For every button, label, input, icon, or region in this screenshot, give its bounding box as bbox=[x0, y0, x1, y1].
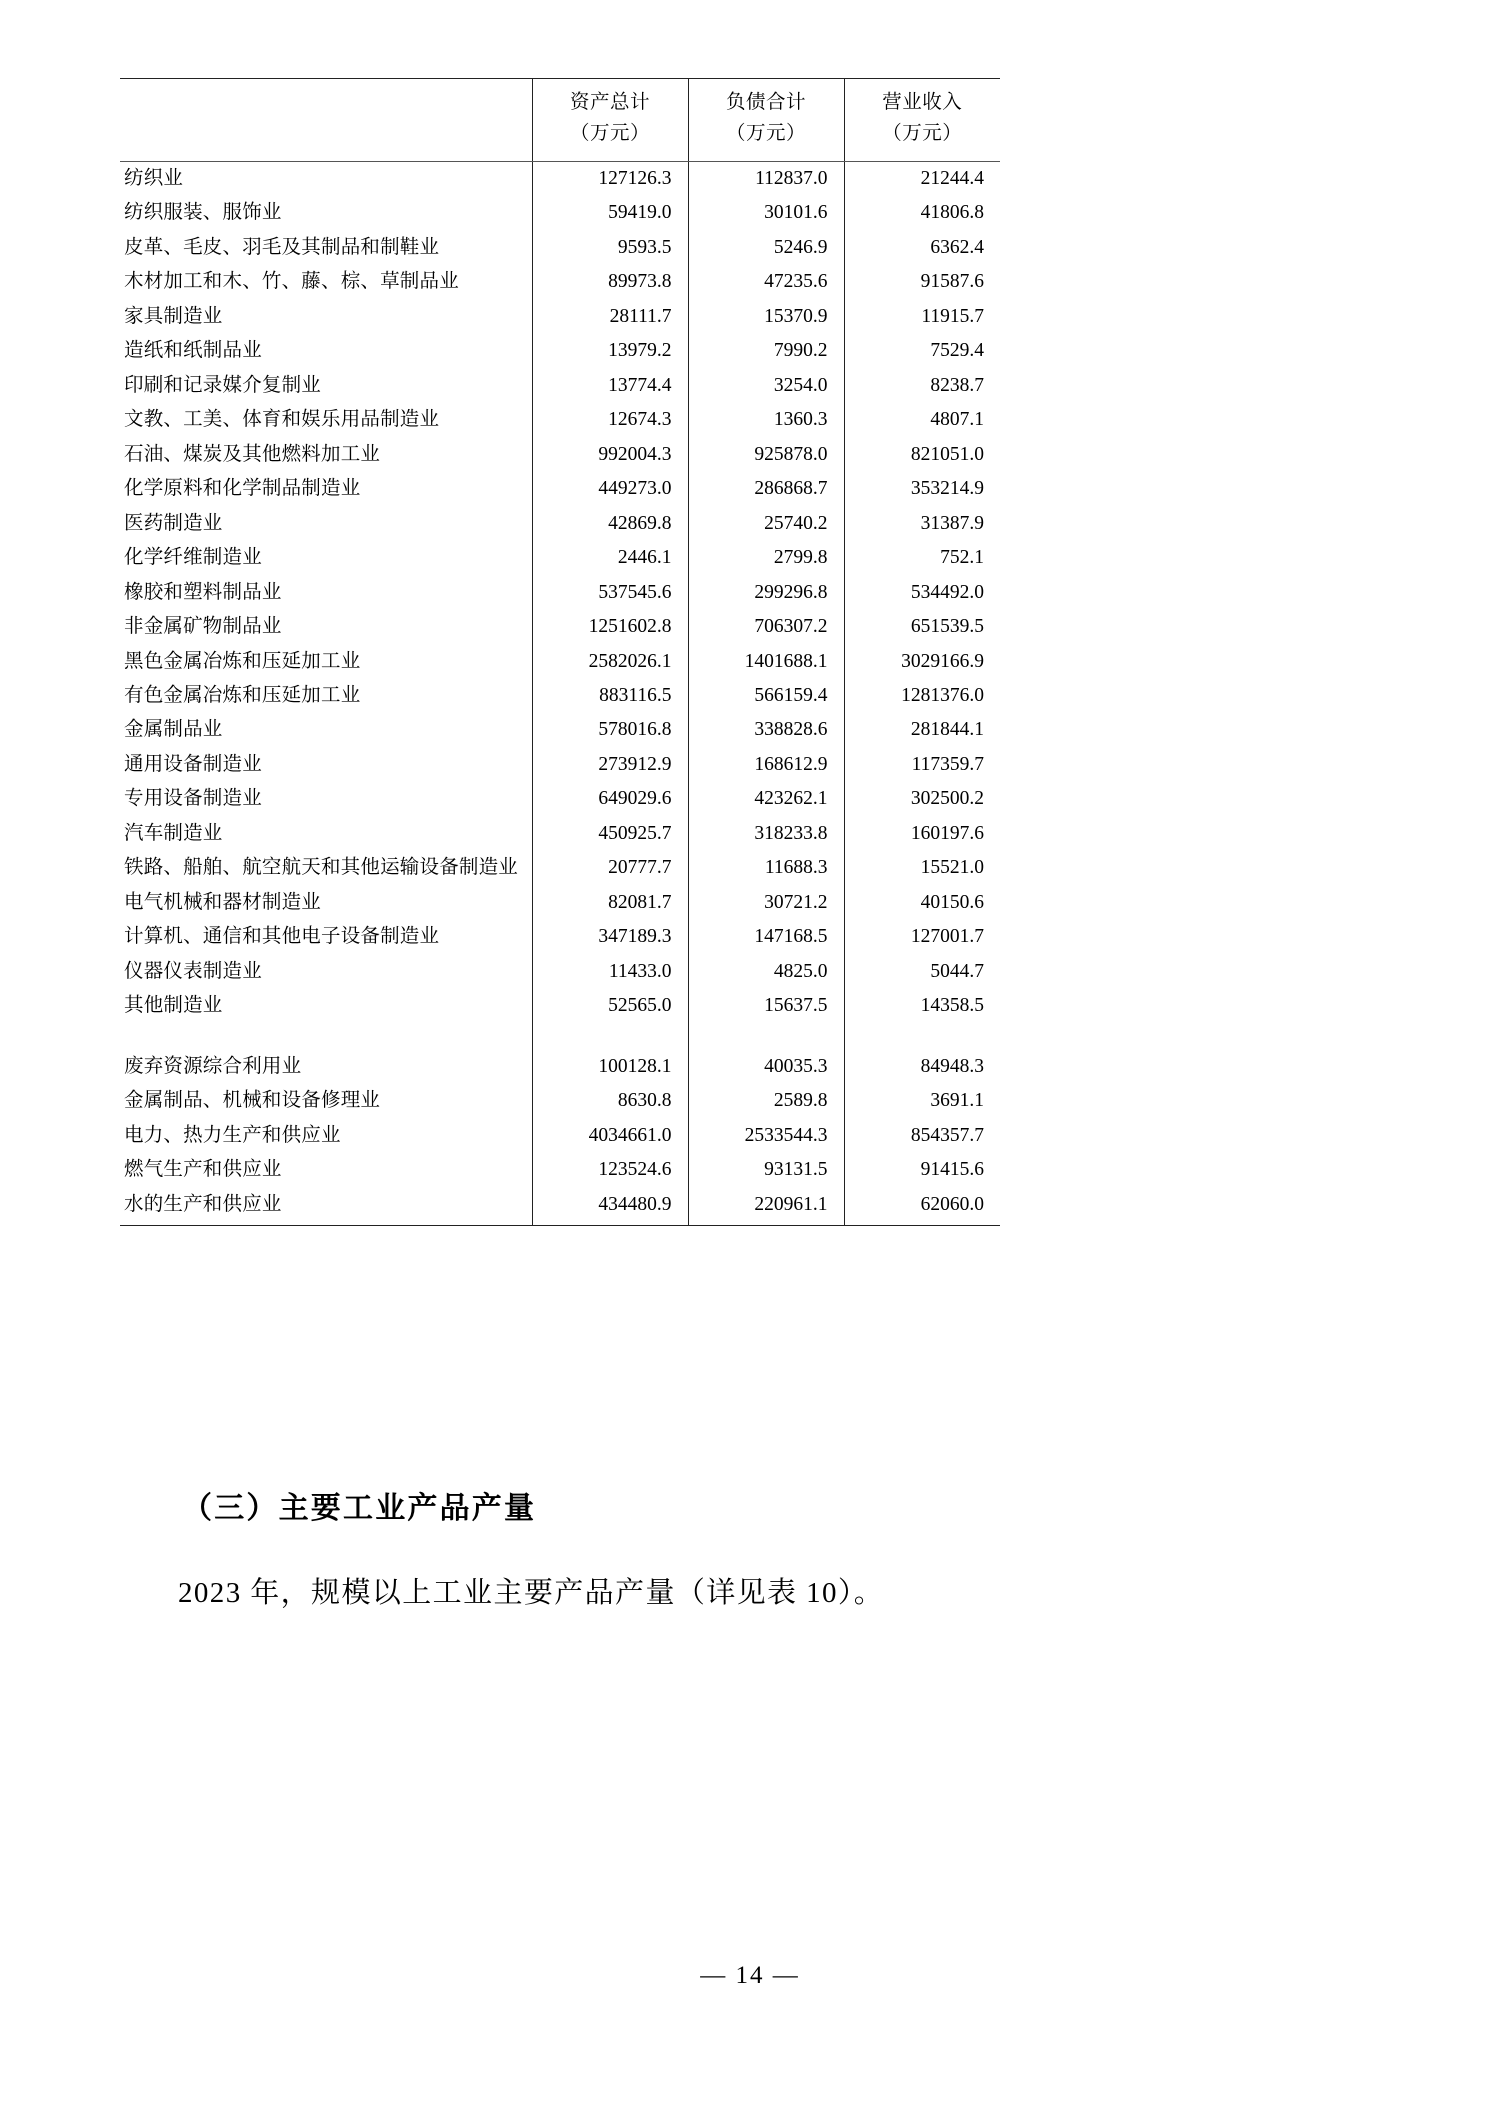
cell-assets: 4034661.0 bbox=[532, 1118, 688, 1152]
column-header-category bbox=[120, 79, 532, 162]
cell-revenue: 534492.0 bbox=[844, 575, 1000, 609]
cell-liabilities: 1360.3 bbox=[688, 403, 844, 437]
table-row bbox=[120, 231, 1000, 265]
table-row bbox=[120, 782, 1000, 816]
cell-revenue: 11915.7 bbox=[844, 299, 1000, 333]
table bbox=[120, 78, 1000, 1226]
cell-assets: 2582026.1 bbox=[532, 644, 688, 678]
row-label: 医药制造业 bbox=[124, 512, 223, 534]
row-label: 通用设备制造业 bbox=[124, 753, 262, 775]
cell-liabilities: 4825.0 bbox=[688, 954, 844, 988]
cell-liabilities: 299296.8 bbox=[688, 575, 844, 609]
table-row bbox=[120, 644, 1000, 678]
cell-revenue: 281844.1 bbox=[844, 713, 1000, 747]
body-paragraph: 2023 年，规模以上工业主要产品产量（详见表 10）。 bbox=[178, 1577, 885, 1609]
table-row bbox=[120, 472, 1000, 506]
column-header-assets bbox=[532, 79, 688, 162]
cell-assets: 12674.3 bbox=[532, 403, 688, 437]
row-label: 文教、工美、体育和娱乐用品制造业 bbox=[124, 409, 440, 431]
table-row bbox=[120, 610, 1000, 644]
cell-assets: 883116.5 bbox=[532, 679, 688, 713]
row-label: 金属制品、机械和设备修理业 bbox=[124, 1090, 381, 1112]
cell-revenue: 31387.9 bbox=[844, 506, 1000, 540]
cell-revenue: 5044.7 bbox=[844, 954, 1000, 988]
cell-liabilities: 168612.9 bbox=[688, 748, 844, 782]
cell-assets: 42869.8 bbox=[532, 506, 688, 540]
cell-revenue: 1281376.0 bbox=[844, 679, 1000, 713]
row-label: 电气机械和器材制造业 bbox=[124, 891, 322, 913]
table-row bbox=[120, 713, 1000, 747]
cell-assets: 449273.0 bbox=[532, 472, 688, 506]
cell-revenue: 8238.7 bbox=[844, 368, 1000, 402]
row-label: 皮革、毛皮、羽毛及其制品和制鞋业 bbox=[124, 236, 440, 258]
row-label: 废弃资源综合利用业 bbox=[124, 1055, 302, 1077]
column-header-revenue bbox=[844, 79, 1000, 162]
row-label: 纺织业 bbox=[124, 167, 184, 189]
column-header-revenue-line2: （万元） bbox=[882, 122, 963, 144]
row-label: 黑色金属冶炼和压延加工业 bbox=[124, 650, 361, 672]
cell-assets: 2446.1 bbox=[532, 541, 688, 575]
row-label: 家具制造业 bbox=[124, 305, 223, 327]
cell-liabilities: 15637.5 bbox=[688, 989, 844, 1023]
table-row bbox=[120, 334, 1000, 368]
cell-liabilities: 15370.9 bbox=[688, 299, 844, 333]
table-row bbox=[120, 196, 1000, 230]
cell-assets: 578016.8 bbox=[532, 713, 688, 747]
cell-assets: 89973.8 bbox=[532, 265, 688, 299]
column-header-liabilities-line2: （万元） bbox=[725, 122, 806, 144]
cell-revenue: 3691.1 bbox=[844, 1084, 1000, 1118]
cell-liabilities: 286868.7 bbox=[688, 472, 844, 506]
cell-revenue bbox=[844, 1023, 1000, 1049]
cell-liabilities: 706307.2 bbox=[688, 610, 844, 644]
table-row bbox=[120, 817, 1000, 851]
cell-assets: 82081.7 bbox=[532, 885, 688, 919]
cell-revenue: 353214.9 bbox=[844, 472, 1000, 506]
table-row bbox=[120, 989, 1000, 1023]
cell-revenue: 302500.2 bbox=[844, 782, 1000, 816]
table-row bbox=[120, 1049, 1000, 1083]
table-row bbox=[120, 575, 1000, 609]
column-header-assets-line1: 资产总计 bbox=[569, 92, 650, 113]
cell-liabilities: 566159.4 bbox=[688, 679, 844, 713]
row-label: 非金属矿物制品业 bbox=[124, 616, 282, 638]
table-row bbox=[120, 541, 1000, 575]
cell-assets: 52565.0 bbox=[532, 989, 688, 1023]
cell-assets: 649029.6 bbox=[532, 782, 688, 816]
table-row-spacer bbox=[120, 1023, 1000, 1049]
cell-liabilities: 30721.2 bbox=[688, 885, 844, 919]
table-row bbox=[120, 437, 1000, 471]
cell-liabilities: 40035.3 bbox=[688, 1049, 844, 1083]
cell-revenue: 14358.5 bbox=[844, 989, 1000, 1023]
cell-liabilities: 423262.1 bbox=[688, 782, 844, 816]
page-number: — 14 — bbox=[700, 1962, 800, 1989]
row-label: 仪器仪表制造业 bbox=[124, 960, 262, 982]
column-header-liabilities bbox=[688, 79, 844, 162]
row-label: 金属制品业 bbox=[124, 719, 223, 741]
row-label: 化学原料和化学制品制造业 bbox=[124, 478, 361, 500]
table-row bbox=[120, 748, 1000, 782]
table-row bbox=[120, 265, 1000, 299]
cell-liabilities: 7990.2 bbox=[688, 334, 844, 368]
cell-revenue: 117359.7 bbox=[844, 748, 1000, 782]
cell-revenue: 821051.0 bbox=[844, 437, 1000, 471]
cell-revenue: 84948.3 bbox=[844, 1049, 1000, 1083]
row-label: 电力、热力生产和供应业 bbox=[124, 1124, 341, 1146]
row-label: 专用设备制造业 bbox=[124, 788, 262, 810]
cell-revenue: 127001.7 bbox=[844, 920, 1000, 954]
column-header-revenue-line1: 营业收入 bbox=[882, 92, 963, 113]
table-row bbox=[120, 1084, 1000, 1118]
row-label bbox=[120, 1023, 532, 1049]
cell-assets: 13979.2 bbox=[532, 334, 688, 368]
column-header-assets-line2: （万元） bbox=[569, 122, 650, 144]
row-label: 木材加工和木、竹、藤、棕、草制品业 bbox=[124, 271, 459, 293]
cell-liabilities: 25740.2 bbox=[688, 506, 844, 540]
cell-assets: 537545.6 bbox=[532, 575, 688, 609]
table-row bbox=[120, 368, 1000, 402]
cell-assets: 28111.7 bbox=[532, 299, 688, 333]
cell-revenue: 91587.6 bbox=[844, 265, 1000, 299]
cell-assets: 8630.8 bbox=[532, 1084, 688, 1118]
row-label: 铁路、船舶、航空航天和其他运输设备制造业 bbox=[124, 857, 519, 879]
cell-assets: 273912.9 bbox=[532, 748, 688, 782]
cell-liabilities: 11688.3 bbox=[688, 851, 844, 885]
table-row bbox=[120, 1118, 1000, 1152]
table-header bbox=[120, 79, 1000, 162]
cell-revenue: 41806.8 bbox=[844, 196, 1000, 230]
cell-revenue: 651539.5 bbox=[844, 610, 1000, 644]
table-header-row bbox=[120, 79, 1000, 162]
cell-liabilities: 1401688.1 bbox=[688, 644, 844, 678]
table-row bbox=[120, 851, 1000, 885]
cell-liabilities: 93131.5 bbox=[688, 1153, 844, 1187]
table-row bbox=[120, 1187, 1000, 1226]
cell-liabilities: 2589.8 bbox=[688, 1084, 844, 1118]
cell-revenue: 7529.4 bbox=[844, 334, 1000, 368]
cell-revenue: 4807.1 bbox=[844, 403, 1000, 437]
cell-liabilities: 2533544.3 bbox=[688, 1118, 844, 1152]
industry-financials-table bbox=[120, 78, 1000, 1226]
cell-liabilities: 30101.6 bbox=[688, 196, 844, 230]
cell-assets: 450925.7 bbox=[532, 817, 688, 851]
table-body bbox=[120, 161, 1000, 1226]
cell-revenue: 854357.7 bbox=[844, 1118, 1000, 1152]
table-row bbox=[120, 1153, 1000, 1187]
row-label: 纺织服装、服饰业 bbox=[124, 202, 282, 224]
cell-liabilities: 220961.1 bbox=[688, 1187, 844, 1226]
table-row bbox=[120, 954, 1000, 988]
row-label: 有色金属冶炼和压延加工业 bbox=[124, 685, 361, 707]
table-row bbox=[120, 885, 1000, 919]
cell-assets: 9593.5 bbox=[532, 231, 688, 265]
cell-revenue: 752.1 bbox=[844, 541, 1000, 575]
row-label: 造纸和纸制品业 bbox=[124, 340, 262, 362]
cell-liabilities: 3254.0 bbox=[688, 368, 844, 402]
cell-assets: 13774.4 bbox=[532, 368, 688, 402]
column-header-liabilities-line1: 负债合计 bbox=[725, 92, 806, 113]
row-label: 橡胶和塑料制品业 bbox=[124, 581, 282, 603]
cell-revenue: 21244.4 bbox=[844, 161, 1000, 196]
cell-assets: 11433.0 bbox=[532, 954, 688, 988]
cell-revenue: 6362.4 bbox=[844, 231, 1000, 265]
cell-assets: 434480.9 bbox=[532, 1187, 688, 1226]
cell-revenue: 3029166.9 bbox=[844, 644, 1000, 678]
table-row bbox=[120, 299, 1000, 333]
cell-revenue: 160197.6 bbox=[844, 817, 1000, 851]
table-row bbox=[120, 506, 1000, 540]
cell-revenue: 62060.0 bbox=[844, 1187, 1000, 1226]
cell-assets: 992004.3 bbox=[532, 437, 688, 471]
cell-revenue: 15521.0 bbox=[844, 851, 1000, 885]
cell-assets: 59419.0 bbox=[532, 196, 688, 230]
cell-liabilities: 112837.0 bbox=[688, 161, 844, 196]
cell-liabilities bbox=[688, 1023, 844, 1049]
cell-assets: 347189.3 bbox=[532, 920, 688, 954]
row-label: 汽车制造业 bbox=[124, 822, 223, 844]
cell-liabilities: 318233.8 bbox=[688, 817, 844, 851]
row-label: 其他制造业 bbox=[124, 995, 223, 1017]
row-label: 计算机、通信和其他电子设备制造业 bbox=[124, 926, 440, 948]
cell-liabilities: 5246.9 bbox=[688, 231, 844, 265]
cell-liabilities: 2799.8 bbox=[688, 541, 844, 575]
table-row bbox=[120, 161, 1000, 196]
cell-revenue: 40150.6 bbox=[844, 885, 1000, 919]
row-label: 化学纤维制造业 bbox=[124, 547, 262, 569]
table-row bbox=[120, 679, 1000, 713]
cell-liabilities: 47235.6 bbox=[688, 265, 844, 299]
cell-revenue: 91415.6 bbox=[844, 1153, 1000, 1187]
section-heading: （三）主要工业产品产量 bbox=[182, 1491, 537, 1526]
row-label: 印刷和记录媒介复制业 bbox=[124, 374, 322, 396]
cell-assets: 20777.7 bbox=[532, 851, 688, 885]
row-label: 石油、煤炭及其他燃料加工业 bbox=[124, 443, 381, 465]
cell-assets bbox=[532, 1023, 688, 1049]
cell-assets: 100128.1 bbox=[532, 1049, 688, 1083]
table-row bbox=[120, 920, 1000, 954]
cell-liabilities: 338828.6 bbox=[688, 713, 844, 747]
cell-assets: 1251602.8 bbox=[532, 610, 688, 644]
cell-assets: 127126.3 bbox=[532, 161, 688, 196]
row-label: 燃气生产和供应业 bbox=[124, 1159, 282, 1181]
cell-assets: 123524.6 bbox=[532, 1153, 688, 1187]
cell-liabilities: 925878.0 bbox=[688, 437, 844, 471]
row-label: 水的生产和供应业 bbox=[120, 1187, 532, 1226]
cell-liabilities: 147168.5 bbox=[688, 920, 844, 954]
table-row bbox=[120, 403, 1000, 437]
